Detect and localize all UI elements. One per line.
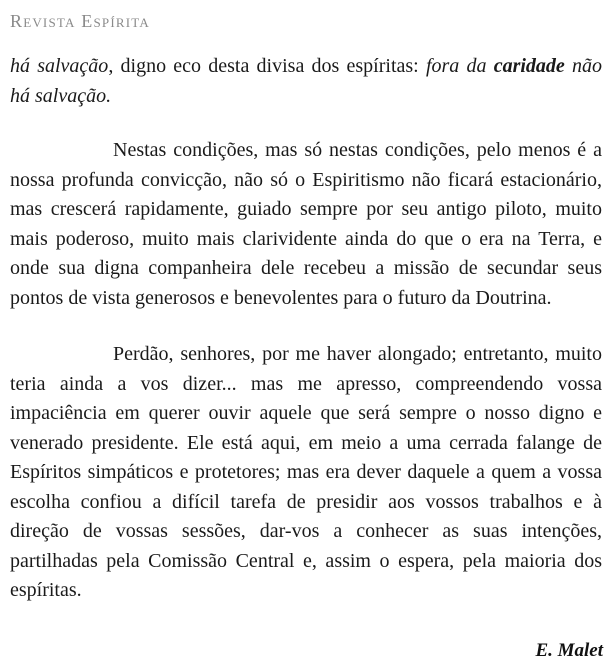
intro-italic-phrase: há salvação	[10, 55, 109, 77]
motto-start: fora da	[425, 55, 494, 77]
motto-emphasis: caridade	[493, 55, 565, 77]
intro-paragraph	[10, 52, 602, 111]
running-head: Revista Espírita	[10, 11, 150, 31]
motto-end: não há salvação.	[10, 55, 603, 107]
signature: E. Malet	[535, 640, 603, 661]
intro-text: , digno eco desta divisa dos espíritas:	[108, 55, 426, 77]
page-body	[10, 52, 602, 606]
paragraph-1: Nestas condições, mas só nestas condições, pelo menos é a nossa profunda convicção, não só o Espiritismo não ficará estacionário, mas crescerá rapidamente, guiado sempre por seu antigo piloto, muito mais poderoso, muito mais clarividente ainda do que o era na Terra, e onde sua digna companheira dele recebeu a missão de secundar seus pontos de vista generosos e benevolentes para o futuro da Doutrina.	[10, 139, 602, 309]
paragraph-2: Perdão, senhores, por me haver alongado; entretanto, muito teria ainda a vos dizer... mas me apresso, compreendendo vossa impaciência em querer ouvir aquele que será sempre o nosso digno e venerado presidente. Ele está aqui, em meio a uma cerrada falange de Espíritos simpáticos e protetores; mas era dever daquele a quem a vossa escolha confiou a difícil tarefa de presidir aos vossos trabalhos e à direção de vossas sessões, dar-vos a conhecer as suas intenções, partilhadas pela Comissão Central e, assim o espera, pela maioria dos espíritas.	[10, 343, 602, 601]
